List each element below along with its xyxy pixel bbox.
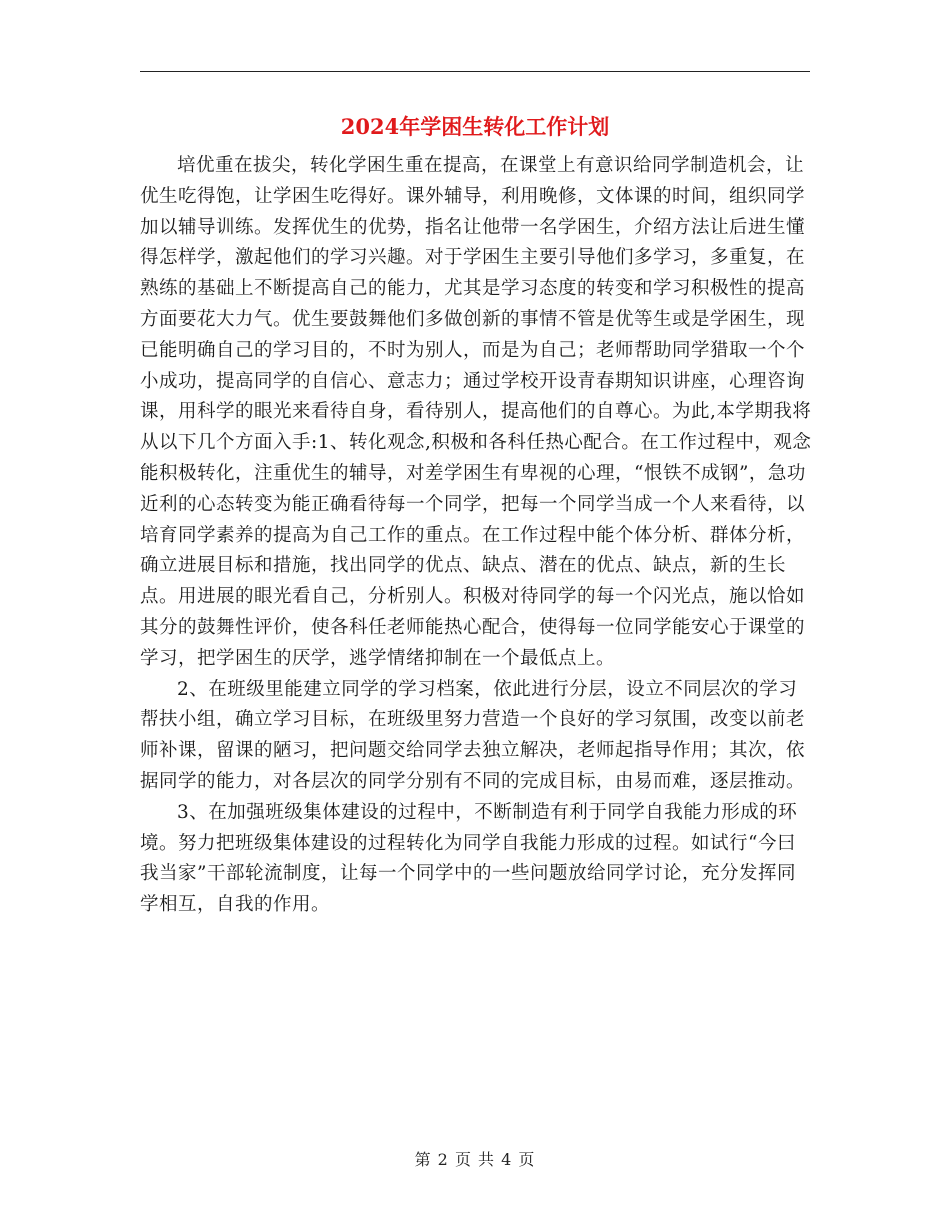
document-title: 2024年学困生转化工作计划 (340, 114, 610, 139)
paragraph-3: 3、在加强班级集体建设的过程中，不断制造有利于同学自我能力形成的环境。努力把班级集体建设的过程转化为同学自我能力形成的过程。如试行“今曰我当家”干部轮流制度，让每一个同学中的一些问题放给同学讨论，充分发挥同学相互，自我的作用。 (140, 801, 798, 916)
paragraph-1: 培优重在拔尖，转化学困生重在提高，在课堂上有意识给同学制造机会，让优生吃得饱，让学困生吃得好。课外辅导，利用晚修，文体课的时间，组织同学加以辅导训练。发挥优生的优势，指名让他带一名学困生，介绍方法让后进生懂得怎样学，激起他们的学习兴趣。对于学困生主要引导他们多学习，多重复，在熟练的基础上不断提高自己的能力，尤其是学习态度的转变和学习积极性的提高方面要花大力气。优生要鼓舞他们多做创新的事情不管是优等生或是学困生，现已能明确自己的学习目的，不时为别人，而是为自己；老师帮助同学猎取一个个小成功，提高同学的自信心、意志力；通过学校开设青春期知识讲座，心理咨询课，用科学的眼光来看待自身，看待别人，提高他们的自尊心。为此,本学期我将从以下几个方面入手:1、转化观念,积极和各科任热心配合。在工作过程中，观念能积极转化，注重优生的辅导，对差学困生有卑视的心理，“恨铁不成钢”，急功近利的心态转变为能正确看待每一个同学，把每一个同学当成一个人来看待，以培育同学素养的提高为自己工作的重点。在工作过程中能个体分析、群体分析，确立进展目标和措施，找出同学的优点、缺点、潜在的优点、缺点，新的生长点。用进展的眼光看自己，分析别人。积极对待同学的每一个闪光点，施以恰如其分的鼓舞性评价，使各科任老师能热心配合，使得每一位同学能安心于课堂的学习，把学困生的厌学，逃学情绪抑制在一个最低点上。 (140, 155, 812, 669)
page-footer: 第 2 页 共 4 页 (414, 1150, 536, 1169)
header-rule (140, 71, 810, 72)
document-body (140, 151, 812, 921)
paragraph-2: 2、在班级里能建立同学的学习档案，依此进行分层，设立不同层次的学习帮扶小组，确立学习目标，在班级里努力营造一个良好的学习氛围，改变以前老师补课，留课的陋习，把问题交给同学去独立解决，老师起指导作用；其次，依据同学的能力，对各层次的同学分别有不同的完成目标，由易而难，逐层推动。 (140, 678, 806, 792)
